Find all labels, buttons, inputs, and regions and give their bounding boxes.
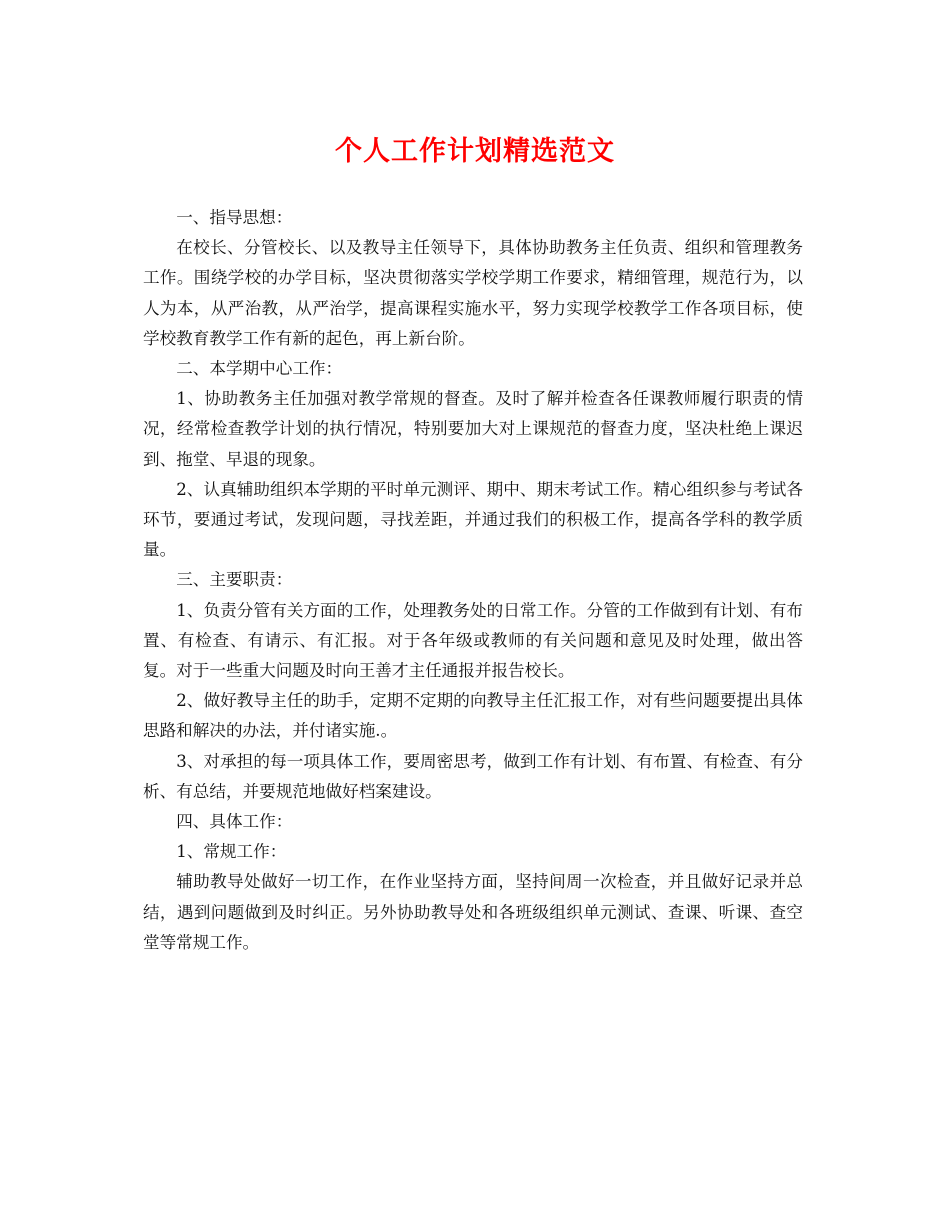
document-body — [143, 203, 803, 958]
heading-central-work: 二、本学期中心工作： — [176, 359, 343, 379]
subheading-routine-work: 1、常规工作： — [176, 842, 287, 862]
document-title: 个人工作计划精选范文 — [335, 136, 615, 167]
heading-guiding-thought: 一、指导思想： — [176, 208, 293, 227]
paragraph: 2、认真辅助组织本学期的平时单元测评、期中、期末考试工作。精心组织参与考试各环节，要通过考试，发现问题，寻找差距，并通过我们的积极工作，提高各学科的教学质量。 — [143, 479, 803, 560]
heading-main-duties: 三、主要职责： — [176, 570, 293, 590]
heading-specific-work: 四、具体工作： — [176, 812, 293, 832]
paragraph: 辅助教导处做好一切工作，在作业坚持方面，坚持间周一次检查，并且做好记录并总结，遇到问题做到及时纠正。另外协助教导处和各班级组织单元测试、查课、听课、查空堂等常规工作。 — [143, 872, 803, 952]
paragraph: 1、负责分管有关方面的工作，处理教务处的日常工作。分管的工作做到有计划、有布置、有检查、有请示、有汇报。对于各年级或教师的有关问题和意见及时处理，做出答复。对于一些重大问题及时向王善才主任通报并报告校长。 — [143, 600, 803, 681]
paragraph: 1、协助教务主任加强对教学常规的督查。及时了解并检查各任课教师履行职责的情况，经常检查教学计划的执行情况，特别要加大对上课规范的督查力度，坚决杜绝上课迟到、拖堂、早退的现象。 — [143, 389, 803, 469]
paragraph: 2、做好教导主任的助手，定期不定期的向教导主任汇报工作，对有些问题要提出具体思路和解决的办法，并付诸实施.。 — [143, 691, 803, 741]
paragraph: 在校长、分管校长、以及教导主任领导下，具体协助教务主任负责、组织和管理教务工作。围绕学校的办学目标，坚决贯彻落实学校学期工作要求，精细管理，规范行为，以人为本，从严治教，从严治学，提高课程实施水平，努力实现学校教学工作各项目标，使学校教育教学工作有新的起色，再上新台阶。 — [143, 238, 803, 348]
paragraph: 3、对承担的每一项具体工作，要周密思考，做到工作有计划、有布置、有检查、有分析、有总结，并要规范地做好档案建设。 — [143, 751, 803, 801]
